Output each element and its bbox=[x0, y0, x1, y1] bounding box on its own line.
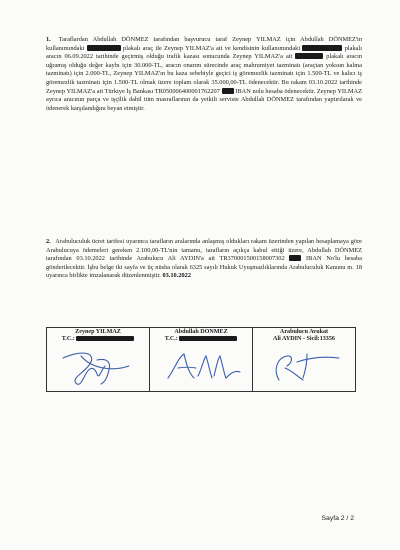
redacted-plate bbox=[87, 45, 121, 51]
paragraph-number: 2. bbox=[46, 238, 51, 245]
redacted-plate bbox=[302, 45, 342, 51]
signature-cell-3 bbox=[253, 328, 356, 392]
paragraph-text: plakalı araç ile Zeynep YILMAZ'a ait ve kendisinin kullanımındaki bbox=[123, 44, 301, 52]
signer-id: Ali AYDIN - Sicil:13356 bbox=[273, 336, 335, 343]
signer-title: Arabulucu Avukat bbox=[279, 329, 329, 335]
paragraph-text: IBAN nolu hesaba ödenecektir. Zeynep YILMAZ ayrıca aracının parça ve işçilik dahil tüm masraflarının da yetkili serviste Abdullah DÖNMEZ tarafından yaptırılarak ve ödenerek karşılandığını beyan etmiştir. bbox=[46, 87, 362, 112]
signature-cell-2 bbox=[150, 328, 253, 392]
redacted-tc bbox=[179, 336, 237, 341]
paragraph-1 bbox=[46, 36, 362, 113]
page-number: Sayfa 2 / 2 bbox=[321, 515, 354, 522]
paragraph-text: plakalı aracın 06.09.2022 tarihinde geçirmiş olduğu trafik kazası sonucunda Zeynep YILMAZ'a ait bbox=[46, 44, 362, 61]
redacted-iban bbox=[222, 88, 234, 94]
paragraph-text: Arabuluculuk ücret tarifesi uyarınca tarafların aralarında anlaşmış oldukları rakam üzerinden yapılan hesaplamaya göre Arabulucuya ödemeleri gereken 2.100,00-TL'nin tamamı, tarafların açıkça kabul ettiği üzere, Abdullah DÖNMEZ tarafından 03.10.2022 tarihinde Arabulucu Ali AYDIN'a ait TR370001500158007302 bbox=[46, 238, 362, 263]
signature-image bbox=[51, 348, 147, 388]
signature-image bbox=[257, 348, 353, 388]
paragraph-2 bbox=[46, 238, 362, 281]
signer-name: Abdullah DÖNMEZ bbox=[174, 329, 228, 335]
signature-table bbox=[46, 327, 356, 392]
signer-name: Zeynep YILMAZ bbox=[75, 329, 121, 335]
redacted-iban bbox=[289, 255, 301, 261]
redacted-plate bbox=[295, 53, 323, 59]
signature-image bbox=[154, 348, 250, 388]
paragraph-number: 1. bbox=[46, 36, 51, 43]
redacted-tc bbox=[76, 336, 134, 341]
document-date: 03.10.2022 bbox=[162, 272, 191, 280]
signer-id: T.C.: bbox=[150, 336, 252, 343]
paragraph-text: Taraflardan Abdullah DÖNMEZ tarafından başvurucu taraf Zeynep YILMAZ için Abdullah DÖNMEZ'in kullanımındaki bbox=[46, 36, 362, 52]
signer-id: T.C.: bbox=[47, 336, 149, 343]
signature-cell-1 bbox=[47, 328, 150, 392]
paragraph-text: IBAN No'lu hesaba gönderilecektir. İşbu belge iki sayfa ve üç nüsha olarak 6325 sayılı Hukuk Uyuşmazlıklarında Arabuluculuk Kanunu m. 18 uyarınca birlikte imzalanarak düzenlenmiştir. bbox=[46, 255, 362, 280]
paragraph-text: plakalı aracın uğramış olduğu değer kaybı için 30.000-TL, aracın onarım sürecinde araç mahrumiyet tazminatı (araçtan yoksun kalma tazminatı) için 2.000-TL, Zeynep YILMAZ'ın bu kaza sebebiyle geçici iş göremezlik tazminatı için 1.500-TL ve kalıcı iş göremezlik tazminatı için 1.500-TL olmak üzere toplam olarak 35.000,00-TL ödenecektir. Bu rakam 03.10.2022 tarihinde Zeynep YILMAZ'a ait Türkiye İş Bankası TR050006400001762207 bbox=[46, 53, 362, 95]
